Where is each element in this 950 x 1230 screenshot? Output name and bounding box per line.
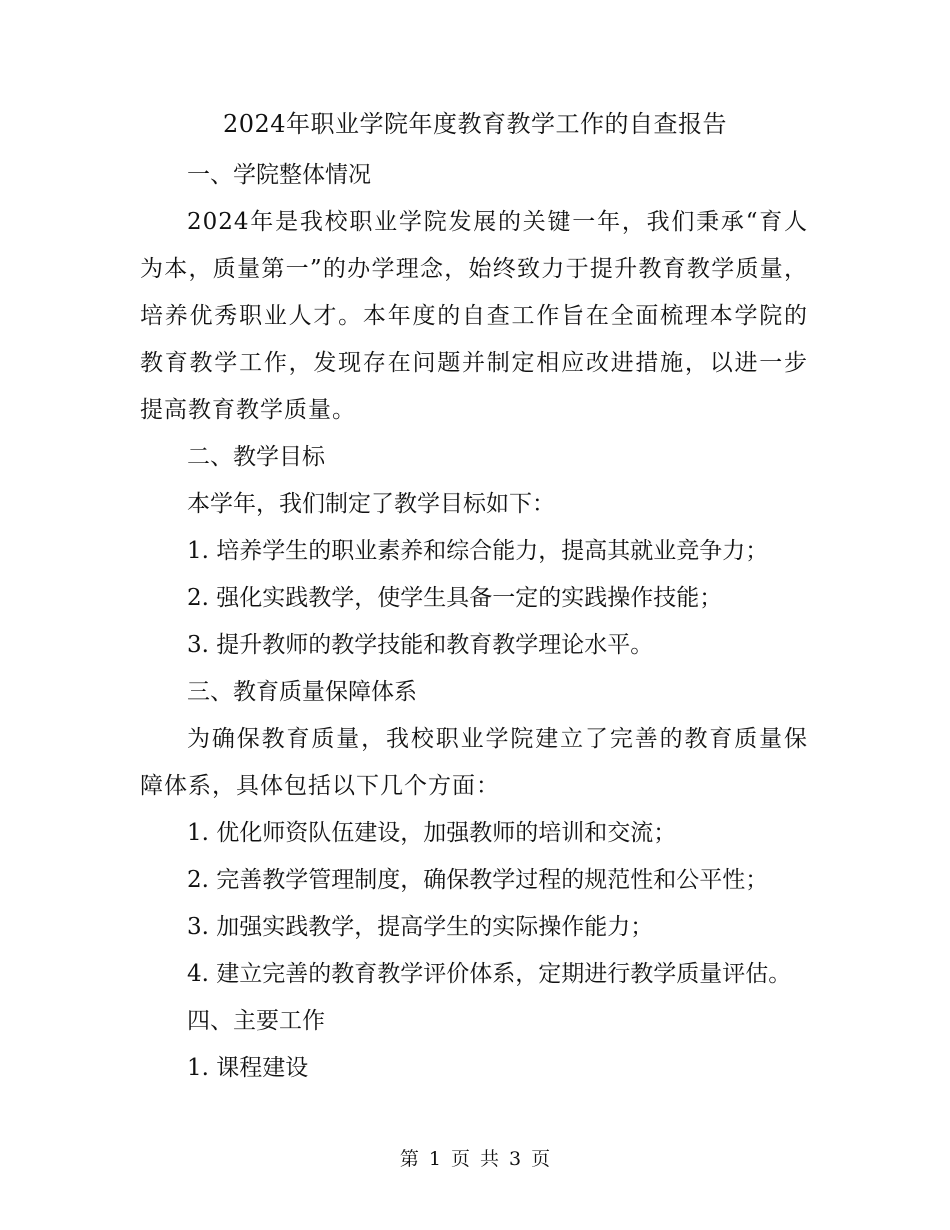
list-item: 3. 提升教师的教学技能和教育教学理论水平。 (187, 632, 654, 658)
section-heading: 四、主要工作 (187, 1008, 325, 1034)
document-body (140, 152, 808, 1092)
document-title: 2024年职业学院年度教育教学工作的自查报告 (222, 110, 728, 138)
list-item: 1. 优化师资队伍建设，加强教师的培训和交流； (187, 820, 677, 846)
body-paragraph: 为确保教育质量，我校职业学院建立了完善的教育质量保障体系，具体包括以下几个方面： (140, 726, 808, 799)
list-item: 3. 加强实践教学，提高学生的实际操作能力； (187, 914, 654, 940)
page-number-footer: 第 1 页 共 3 页 (399, 1148, 551, 1170)
body-line: 本学年，我们制定了教学目标如下： (187, 491, 555, 517)
section-heading: 一、学院整体情况 (187, 162, 371, 188)
section-heading: 二、教学目标 (187, 444, 325, 470)
body-paragraph: 2024年是我校职业学院发展的关键一年，我们秉承“育人为本，质量第一”的办学理念，始终致力于提升教育教学质量，培养优秀职业人才。本年度的自查工作旨在全面梳理本学院的教育教学工作，发现存在问题并制定相应改进措施，以进一步提高教育教学质量。 (140, 209, 808, 423)
section-heading: 三、教育质量保障体系 (187, 679, 417, 705)
list-item: 1. 课程建设 (187, 1055, 309, 1081)
list-item: 4. 建立完善的教育教学评价体系，定期进行教学质量评估。 (187, 961, 792, 987)
list-item: 1. 培养学生的职业素养和综合能力，提高其就业竞争力； (187, 538, 769, 564)
list-item: 2. 完善教学管理制度，确保教学过程的规范性和公平性； (187, 867, 769, 893)
list-item: 2. 强化实践教学，使学生具备一定的实践操作技能； (187, 585, 723, 611)
